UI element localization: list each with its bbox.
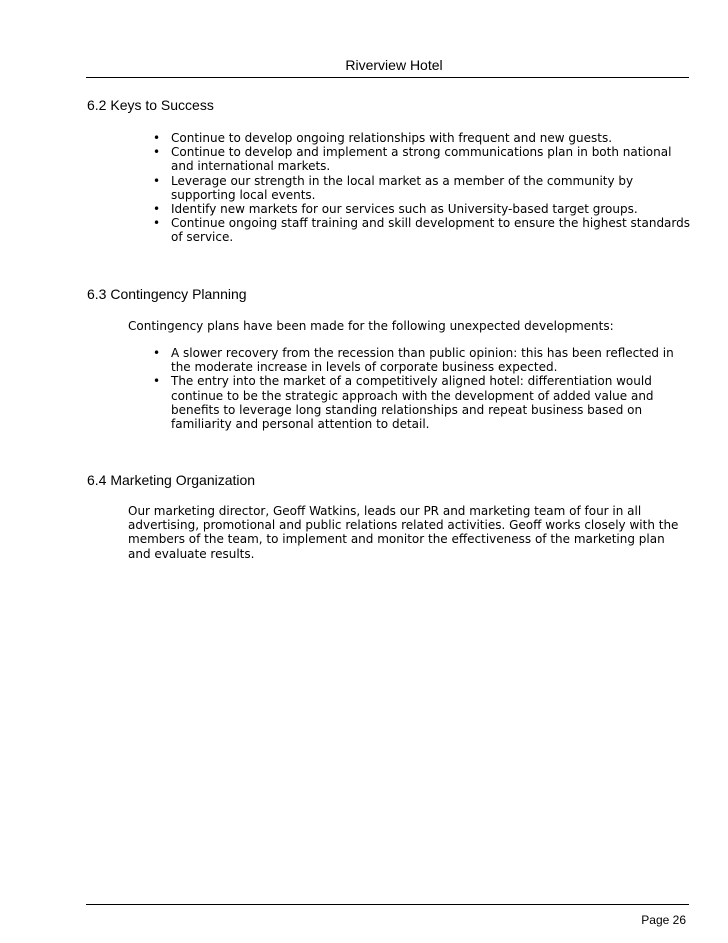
bullet-icon: •	[153, 145, 161, 160]
section-heading-contingency-planning: 6.3 Contingency Planning	[87, 286, 247, 302]
contingency-intro: Contingency plans have been made for the following unexpected developments:	[128, 319, 614, 333]
section-heading-marketing-organization: 6.4 Marketing Organization	[87, 472, 256, 488]
contingency-list	[151, 346, 691, 431]
list-item: • The entry into the market of a competitively aligned hotel: differentiation would continue to be the strategic approach with the development of added value and benefits to leverage long standing relationships and repeat business based on familiarity and personal attention to detail.	[153, 374, 654, 432]
keys-to-success-list	[151, 131, 691, 245]
bullet-icon: •	[153, 202, 161, 217]
header-divider	[86, 77, 689, 78]
document-title: Riverview Hotel	[345, 57, 443, 73]
list-item: • Leverage our strength in the local market as a member of the community by supporting local events.	[153, 173, 634, 202]
bullet-icon: •	[153, 374, 161, 389]
bullet-icon: •	[153, 346, 161, 360]
bullet-icon: •	[153, 173, 161, 188]
bullet-icon: •	[153, 216, 161, 231]
footer-divider	[86, 904, 689, 905]
marketing-organization-body: Our marketing director, Geoff Watkins, leads our PR and marketing team of four in all advertising, promotional and public relations related activities. Geoff works closely with the members of the team, to implement and monitor the effectiveness of the marketing plan and evaluate results.	[128, 504, 679, 561]
bullet-icon: •	[153, 131, 161, 145]
list-item: • Identify new markets for our services such as University-based target groups.	[153, 202, 638, 217]
list-item: • A slower recovery from the recession than public opinion: this has been reflected in the moderate increase in levels of corporate business expected.	[153, 346, 674, 375]
list-item: • Continue to develop ongoing relationships with frequent and new guests.	[153, 131, 613, 145]
list-item: • Continue ongoing staff training and skill development to ensure the highest standards of service.	[153, 216, 691, 245]
page-number: Page 26	[641, 913, 686, 927]
list-item: • Continue to develop and implement a strong communications plan in both national and international markets.	[153, 145, 672, 174]
section-heading-keys-to-success: 6.2 Keys to Success	[87, 97, 214, 113]
